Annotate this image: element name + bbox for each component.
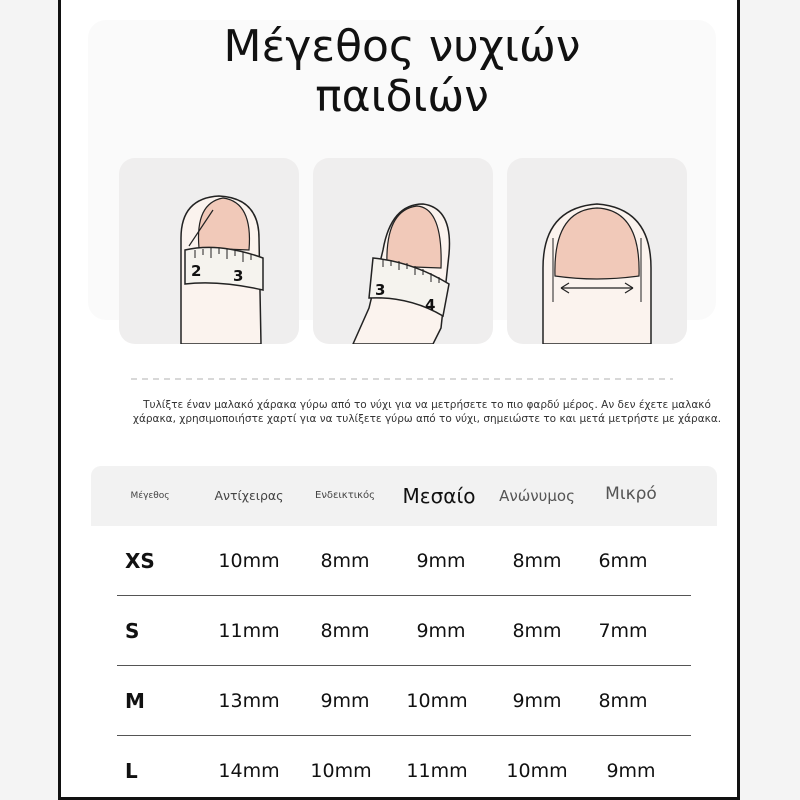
column-header-little: Μικρό xyxy=(605,484,657,504)
tape-number: 3 xyxy=(233,267,244,285)
title-line-1: Μέγεθος νυχιών xyxy=(223,21,581,72)
table-cell: 11mm xyxy=(218,620,280,642)
table-cell: 9mm xyxy=(320,690,370,712)
table-cell: 9mm xyxy=(512,690,562,712)
column-header-index: Ενδεικτικός xyxy=(315,490,375,501)
table-cell: 14mm xyxy=(218,760,280,782)
table-cell: 10mm xyxy=(406,690,468,712)
tape-number: 3 xyxy=(375,281,386,299)
illustration-finger-measure xyxy=(313,158,493,344)
table-cell: 8mm xyxy=(320,620,370,642)
table-row xyxy=(91,666,717,736)
thumb-measure-icon xyxy=(119,158,299,344)
table-header xyxy=(91,466,717,526)
column-header-middle: Μεσαίο xyxy=(402,484,476,508)
table-cell: 9mm xyxy=(606,760,656,782)
table-cell: 9mm xyxy=(416,620,466,642)
tape-number: 2 xyxy=(191,262,202,280)
size-label: M xyxy=(125,689,145,713)
illustration-nail-width xyxy=(507,158,687,344)
size-label: XS xyxy=(125,549,155,573)
size-table xyxy=(91,466,717,800)
size-label: S xyxy=(125,619,140,643)
finger-measure-icon xyxy=(313,158,493,344)
column-header-ring: Ανώνυμος xyxy=(499,487,575,505)
table-row xyxy=(91,596,717,666)
column-header-size: Μέγεθος xyxy=(130,491,170,501)
table-cell: 6mm xyxy=(598,550,648,572)
table-cell: 10mm xyxy=(218,550,280,572)
table-cell: 13mm xyxy=(218,690,280,712)
table-cell: 8mm xyxy=(512,620,562,642)
table-cell: 10mm xyxy=(506,760,568,782)
column-header-thumb: Αντίχειρας xyxy=(214,488,284,503)
tape-number: 4 xyxy=(425,296,436,314)
table-cell: 8mm xyxy=(512,550,562,572)
table-cell: 9mm xyxy=(416,550,466,572)
table-cell: 8mm xyxy=(598,690,648,712)
table-row xyxy=(91,736,717,800)
table-cell: 11mm xyxy=(406,760,468,782)
divider xyxy=(131,378,673,380)
page-title xyxy=(61,22,740,122)
nail-width-icon xyxy=(507,158,687,344)
table-row xyxy=(91,526,717,596)
table-cell: 10mm xyxy=(310,760,372,782)
title-line-2: παιδιών xyxy=(315,71,489,122)
illustration-thumb-measure xyxy=(119,158,299,344)
measuring-instructions: Τυλίξτε έναν μαλακό χάρακα γύρω από το νύχι για να μετρήσετε το πιο φαρδύ μέρος. Αν δεν έχετε μαλακό χάρακα, χρησιμοποιήστε χαρτί για να τυλίξετε γύρω από το νύχι, σημειώστε το και μετά μετρήστε με χάρακα. xyxy=(132,399,722,425)
size-guide-frame xyxy=(58,0,740,800)
table-cell: 8mm xyxy=(320,550,370,572)
table-cell: 7mm xyxy=(598,620,648,642)
size-label: L xyxy=(125,759,138,783)
